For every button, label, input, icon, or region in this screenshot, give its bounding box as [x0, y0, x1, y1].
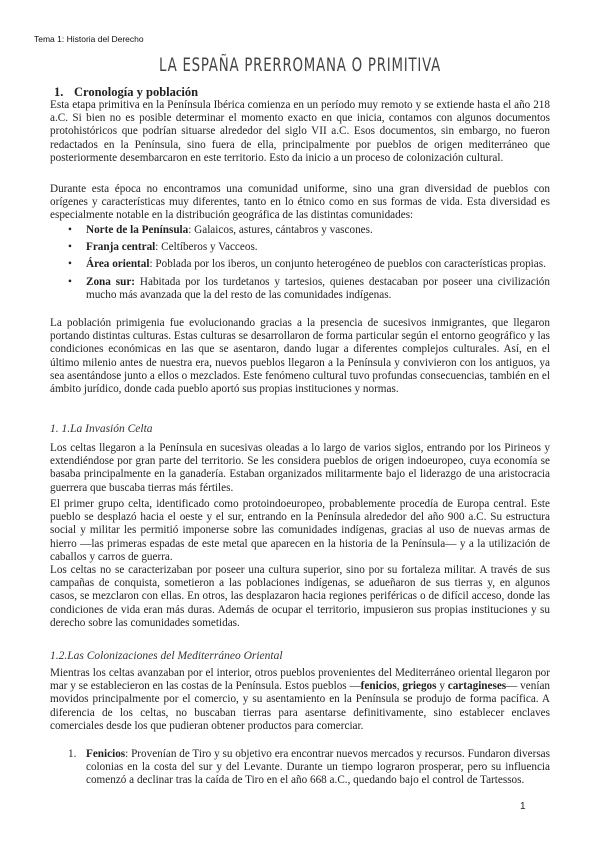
text-run: y — [436, 680, 448, 693]
list-term: Área oriental — [86, 258, 150, 271]
paragraph: Los celtas no se caracterizaban por poseer una cultura superior, sino por su fortaleza militar. A través de sus campañas de conquista, sometieron a las poblaciones indígenas, se adueñaron de sus tierras y, en algunos casos, se mezclaron con ellas. En otros, las desplazaron hacia regiones periféricas o de difícil acceso, donde las condiciones de vida eran más duras. Además de ocupar el territorio, impusieron sus propias instituciones y su derecho sobre las comunidades sometidas. — [50, 564, 550, 629]
text-run: — venían movidos principalmente por el comercio, y su asentamiento en la Península se produjo de forma pacífica. A diferencia de los celtas, no buscaban tierras para asentarse definitivamente, sino establecer enclaves comerciales desde los que pudieran obtener productos para comerciar. — [50, 680, 550, 732]
list-text: : Provenían de Tiro y su objetivo era encontrar nuevos mercados y recursos. Fundaron diversas colonias en la costa del sur y del Levante. Durante un tiempo lograron prosperar, pero su influencia comenzó a declinar tras la caída de Tiro en el año 668 a.C., quedando bajo el control de Tartessos. — [86, 748, 550, 787]
paragraph — [50, 667, 550, 733]
list-item — [50, 276, 550, 302]
list-term: Fenicios — [86, 748, 126, 760]
list-term: Norte de la Península — [86, 224, 189, 236]
paragraph: Durante esta época no encontramos una comunidad uniforme, sino una gran diversidad de pueblos con orígenes y características muy diferentes, tanto en lo étnico como en sus formas de vida. Esta diversidad es especialmente notable en la distribución geográfica de las distintas comunidades: — [50, 183, 550, 222]
page-header: Tema 1: Historia del Derecho — [34, 34, 144, 44]
section-number: 1. — [54, 85, 64, 99]
numbered-list — [50, 748, 550, 788]
section-heading — [54, 85, 198, 100]
paragraph: El primer grupo celta, identificado como protoindoeuropeo, probablemente procedía de Europa central. Este pueblo se desplazó hacia el oeste y el sur, entrando en la Península alrededor del año 900 a.C. Su estructura social y militar les permitió imponerse sobre las comunidades indígenas, gracias al uso de nuevas armas de hierro —las primeras espadas de este metal que aparecen en la historia de la Península— y a la utilización de caballos y carros de guerra. — [50, 498, 550, 563]
bold-term: griegos — [402, 680, 437, 693]
text-run: , — [396, 680, 403, 693]
section-heading-text: Cronología y población — [74, 85, 199, 99]
list-text: : Galaicos, astures, cántabros y vascones. — [188, 224, 373, 236]
paragraph: Los celtas llegaron a la Península en sucesivas oleadas a lo largo de varios siglos, entrando por los Pirineos y extendiéndose por gran parte del territorio. Se les considera pueblos de origen indoeuropeo, cuya economía se basaba principalmente en la ganadería. Estaban organizados militarmente bajo el liderazgo de una aristocracia guerrera que buscaba tierras más fértiles. — [50, 442, 550, 494]
list-term: Zona sur: — [86, 275, 136, 288]
bullet-list — [50, 224, 550, 306]
list-text: : Poblada por los iberos, un conjunto heterogéneo de pueblos con características propias. — [149, 258, 546, 271]
bold-term: fenicios — [360, 680, 397, 693]
list-text: Habitada por los turdetanos y tartesios, quienes destacaban por poseer una civilización mucho más avanzada que la del resto de las comunidades indígenas. — [86, 275, 550, 301]
text-run: Mientras los celtas avanzaban por el interior, otros pueblos provenientes del Mediterráneo oriental llegaron por mar y se establecieron en las costas de la Península. Estos pueblos — — [50, 667, 550, 693]
item-number: 1. — [68, 748, 77, 760]
list-text: : Celtíberos y Vacceos. — [155, 241, 258, 254]
list-item — [50, 224, 550, 237]
document-title: LA ESPAÑA PRERROMANA O PRIMITIVA — [159, 54, 441, 76]
list-term: Franja central — [86, 241, 156, 254]
subsection-heading: 1. 1.La Invasión Celta — [50, 423, 153, 435]
list-item — [50, 258, 550, 271]
paragraph: Esta etapa primitiva en la Península Ibérica comienza en un período muy remoto y se extiende hasta el año 218 a.C. Si bien no es posible determinar el momento exacto en que inicia, contamos con algunos documentos protohistóricos que podrían situarse alrededor del siglo VII a.C. Esos documentos, sin embargo, no fueron redactados en la Península, sino fuera de ella, principalmente por pueblos de origen mediterráneo que posteriormente desembarcaron en este territorio. Esto da inicio a un proceso de colonización cultural. — [50, 99, 550, 164]
paragraph: La población primigenia fue evolucionando gracias a la presencia de sucesivos inmigrantes, que llegaron portando distintas culturas. Estas culturas se desarrollaron de forma particular según el entorno geográfico y las condiciones económicas en las que se asentaron, dando lugar a diferentes complejos culturales. Así, en el último milenio antes de nuestra era, nuevos pueblos llegaron a la Península y convivieron con los antiguos, ya sea asentándose junto a ellos o mezclados. Este fenómeno cultural tuvo profundas consecuencias, también en el ámbito jurídico, donde cada pueblo aportó sus propias instituciones y normas. — [50, 317, 550, 396]
page-number: 1 — [520, 801, 526, 812]
subsection-heading: 1.2.Las Colonizaciones del Mediterráneo Oriental — [50, 650, 283, 662]
bold-term: cartagineses — [447, 680, 507, 693]
list-item — [50, 241, 550, 254]
list-item — [50, 748, 550, 788]
